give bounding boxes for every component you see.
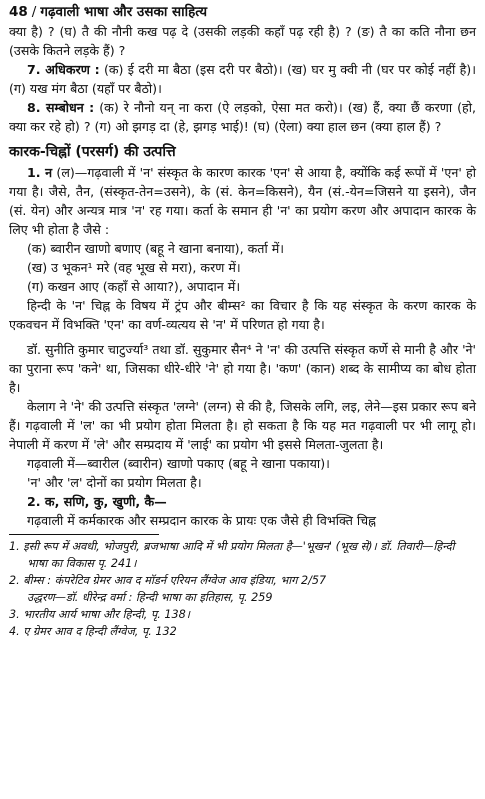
running-title: गढ़वाली भाषा और उसका साहित्य bbox=[40, 4, 208, 20]
paragraph bbox=[9, 163, 476, 239]
page-number: 48 bbox=[9, 4, 28, 20]
paragraph-text: (क) ब्वारीन खाणो बणाए (बहू ने खाना बनाया), कर्ता में। bbox=[27, 241, 285, 256]
paragraph bbox=[9, 397, 476, 454]
paragraph-text: गढ़वाली में कर्मकारक और सम्प्रदान कारक के प्रायः एक जैसे ही विभक्ति चिह्न bbox=[27, 513, 376, 528]
paragraph-text: (क) ई दरी मा बैठा (इस दरी पर बैठो)। (ख) घर मु क्वी नी (घर पर कोई नहीं है)। (ग) यख मंग बैठा (यहाँ पर बैठो)। bbox=[9, 62, 476, 96]
paragraph bbox=[9, 511, 476, 530]
paragraph bbox=[9, 22, 476, 60]
paragraph-text: 'न' और 'ल' दोनों का प्रयोग मिलता है। bbox=[27, 475, 202, 490]
paragraph bbox=[9, 98, 476, 136]
paragraph-text: (क) रे नौनो यन् ना करा (ऐ लड़को, ऐसा मत करो)। (ख) हैं, क्या छैं करणा (हो, क्या कर रहे हो) ? (ग) ओ झगड़ दा (हे, झगड़ भाई)! (घ) (ऐला) क्या हाल छन (क्या हाल हैं) ? bbox=[9, 100, 476, 134]
paragraph bbox=[9, 60, 476, 98]
footnote: 1. इसी रूप में अवधी, भोजपुरी, ब्रजभाषा आदि में भी प्रयोग मिलता है—'भूखन' (भूख से)। डॉ. तिवारी—हिन्दी भाषा का विकास पृ. 241। bbox=[9, 540, 455, 570]
paragraph-text: 2. क, सणि, कु, खुणी, कै— bbox=[27, 494, 167, 509]
paragraph-text: डॉ. सुनीति कुमार चाटुर्ज्या³ तथा डॉ. सुकुमार सैन⁴ ने 'न' की उत्पत्ति संस्कृत कर्णे से मानी है और 'ने' का पुराना रूप 'कने' था, जिसका धीरे-धीरे 'ने' हो गया है। 'कण' (कान) शब्द के सामीप्य का बोध होता है। bbox=[9, 342, 476, 395]
footnote: उद्धरण—डॉ. धीरेन्द्र वर्मा : हिन्दी भाषा का इतिहास, पृ. 259 bbox=[27, 591, 273, 604]
footnote: 2. बीम्स : कंपरेटिव ग्रेमर आव द मॉडर्न एरियन लैंग्वेज आव इंडिया, भाग 2/57 bbox=[9, 574, 327, 587]
header-separator: / bbox=[31, 4, 37, 20]
footnotes bbox=[9, 538, 476, 640]
paragraph-text: हिन्दी के 'न' चिह्न के विषय में ट्रंप और बीम्स² का विचार है कि यह संस्कृत के करण कारक के एकवचन में विभक्ति 'एन' का वर्ण-व्यत्यय से 'न' में परिणत हो गया है। bbox=[9, 298, 476, 332]
footnote-divider bbox=[9, 534, 159, 535]
paragraph bbox=[9, 340, 476, 397]
paragraph-text: (ल)—गढ़वाली में 'न' संस्कृत के कारण कारक 'एन' से आया है, क्योंकि कई रूपों में 'एन' हो गया है। जैसे, तैन, (संस्कृत-तेन=उसने), के (सं. केन=किसने), यैन (सं.-येन=जिसने या इसने), जैन (सं. येन) और अन्यत्र मात्र 'न' रह गया। कर्ता के समान ही 'न' का प्रयोग करण और अपादान कारक के लिए भी होता है जैसे : bbox=[9, 165, 476, 237]
paragraph bbox=[9, 473, 476, 492]
paragraph bbox=[9, 454, 476, 473]
paragraph bbox=[9, 239, 476, 258]
paragraph-heading: 1. न bbox=[27, 165, 53, 180]
section-heading bbox=[9, 142, 476, 163]
paragraph bbox=[9, 492, 476, 511]
paragraph bbox=[9, 258, 476, 277]
paragraph-text: क्या है) ? (घ) तै की नौनी कख पढ़ दे (उसकी लड़की कहाँ पढ़ रही है) ? (ङ) तै का कति नौना छन (उसके कितने लड़के हैं) ? bbox=[9, 24, 476, 58]
footnote: 3. भारतीय आर्य भाषा और हिन्दी, पृ. 138। bbox=[9, 608, 190, 621]
paragraph-heading: 7. अधिकरण : bbox=[27, 62, 100, 77]
paragraph-text: (ख) उ भूकन¹ मरे (वह भूख से मरा), करण में। bbox=[27, 260, 241, 275]
paragraph-text: केलाग ने 'ने' की उत्पत्ति संस्कृत 'लग्ने' (लग्न) से की है, जिसके लगि, लइ, लेने—इस प्रकार रूप बने हैं। गढ़वाली में 'ल' का भी प्रयोग होता मिलता है। हो सकता है कि यह मत गढ़वाली पर भी लागू हो। नेपाली में करण में 'ले' और सम्प्रदाय में 'लाई' का प्रयोग भी इससे मिलता-जुलता है। bbox=[9, 399, 476, 452]
paragraph-text: कारक-चिह्नों (परसर्ग) की उत्पत्ति bbox=[9, 144, 176, 160]
page-header bbox=[9, 2, 476, 22]
paragraph-text: (ग) कखन आए (कहाँ से आया?), अपादान में। bbox=[27, 279, 241, 294]
paragraph bbox=[9, 277, 476, 296]
paragraph-heading: 8. सम्बोधन : bbox=[27, 100, 95, 115]
paragraph-text: गढ़वाली में—ब्वारील (ब्वारीन) खाणो पकाए (बहू ने खाना पकाया)। bbox=[27, 456, 330, 471]
footnote: 4. ए ग्रेमर आव द हिन्दी लैंग्वेज, पृ. 132 bbox=[9, 625, 177, 638]
paragraph bbox=[9, 296, 476, 334]
body-text bbox=[9, 22, 476, 530]
